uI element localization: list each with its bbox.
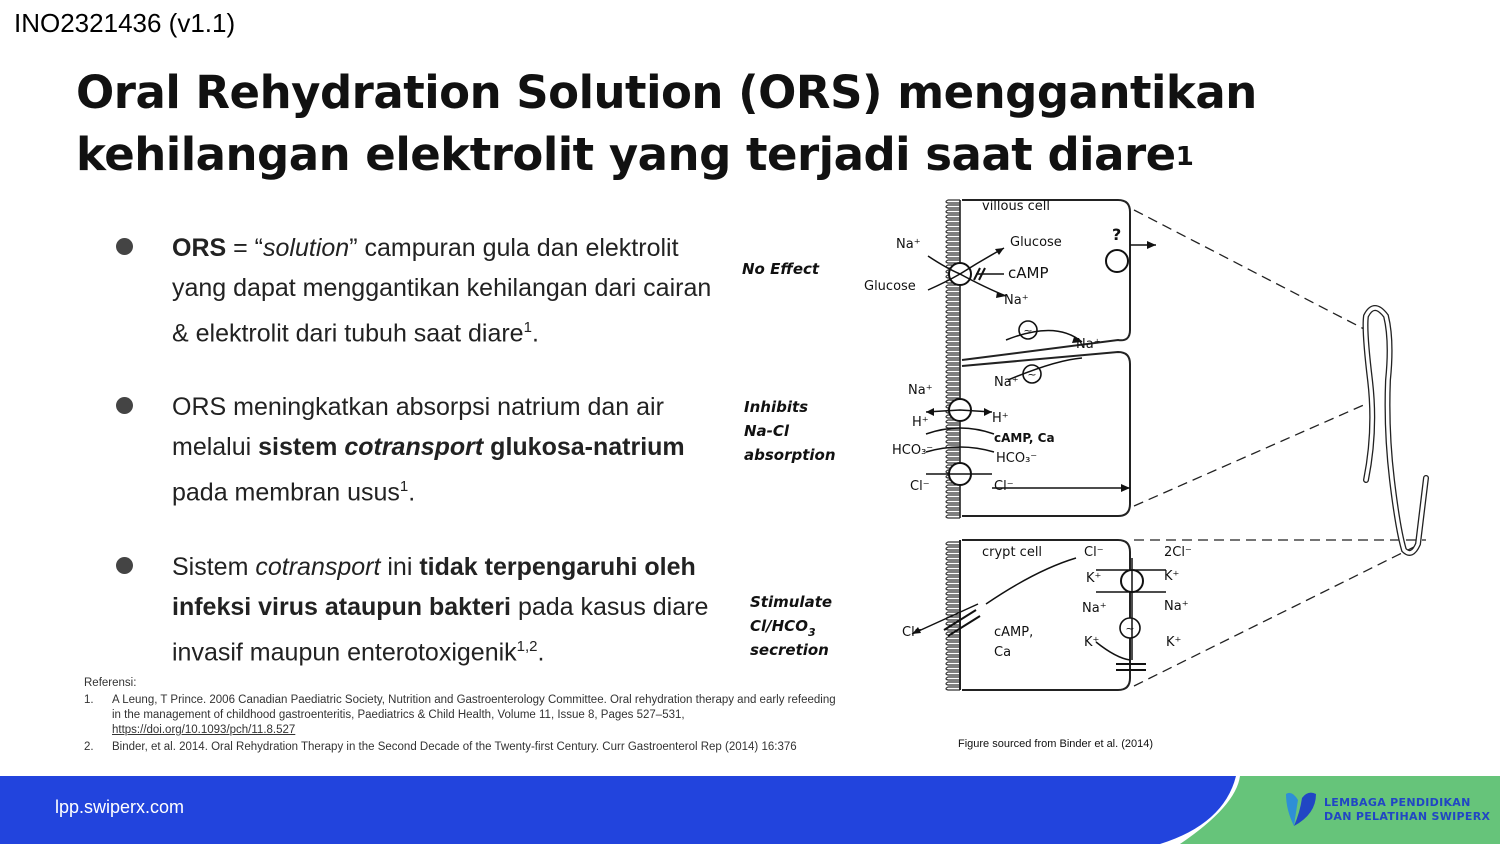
reference-text: Binder, et al. 2014. Oral Rehydration Therapy in the Second Decade of the Twenty-first Century. Curr Gastroenterol Rep (2014) 16:376 (112, 741, 797, 753)
microvillus (946, 440, 960, 443)
references-title: Referensi: (84, 677, 137, 689)
svg-text:Na⁺: Na⁺ (908, 383, 933, 398)
microvillus (946, 495, 960, 498)
svg-text:?: ? (1112, 225, 1122, 244)
microvillus (946, 577, 960, 580)
microvillus (946, 662, 960, 665)
microvillus (946, 380, 960, 383)
microvillus (946, 510, 960, 513)
text-run: . (537, 637, 545, 666)
microvillus (946, 647, 960, 650)
svg-text:~: ~ (1027, 368, 1037, 381)
microvillus (946, 245, 960, 248)
microvillus (946, 505, 960, 508)
org-name-line-2: DAN PELATIHAN SWIPERX (1324, 810, 1491, 823)
text-run: . (531, 319, 539, 348)
document-id: INO2321436 (v1.1) (14, 8, 236, 38)
citation-superscript: 1 (523, 319, 532, 336)
microvillus (946, 250, 960, 253)
svg-text:Ca: Ca (994, 645, 1012, 660)
text-run: ini (380, 552, 420, 581)
microvillus (946, 370, 960, 373)
label-inhibits-2: Na-Cl (744, 422, 790, 440)
svg-text:cAMP,: cAMP, (994, 625, 1034, 640)
svg-text:~: ~ (1125, 622, 1135, 635)
svg-text:K⁺: K⁺ (1166, 635, 1182, 650)
microvillus (946, 290, 960, 293)
microvillus (946, 200, 960, 203)
text-run: ” campuran gula dan elektrolit yang dapat menggantikan kehilangan dari cairan & elektrolit dari tubuh saat diare (172, 234, 712, 348)
svg-text:~: ~ (1023, 324, 1033, 337)
microvillus (946, 657, 960, 660)
label-stimulate-1: Stimulate (750, 593, 833, 611)
microvillus (946, 677, 960, 680)
svg-text:Na⁺: Na⁺ (1004, 293, 1029, 308)
bold-text: glukosa-natrium (483, 433, 685, 462)
microvillus (946, 225, 960, 228)
microvillus (946, 315, 960, 318)
italic-text: solution (263, 234, 350, 262)
microvillus (946, 652, 960, 655)
crypt-channel (944, 610, 1146, 670)
microvillus (946, 672, 960, 675)
microvillus (946, 320, 960, 323)
svg-text:K⁺: K⁺ (1086, 571, 1102, 586)
svg-text:2Cl⁻: 2Cl⁻ (1164, 545, 1192, 560)
text-run: pada membran usus (172, 478, 400, 507)
microvillus (946, 597, 960, 600)
bold-italic-text: cotransport (344, 433, 484, 462)
references-list (84, 693, 844, 755)
microvillus (946, 607, 960, 610)
citation-superscript: 1,2 (516, 637, 538, 655)
microvillus (946, 542, 960, 545)
text-run: Sistem (172, 552, 256, 581)
svg-text:Cl⁻: Cl⁻ (1084, 545, 1104, 560)
microvillus (946, 335, 960, 338)
microvillus (946, 515, 960, 518)
microvillus (946, 350, 960, 353)
text-run: = “ (226, 234, 264, 262)
zoom-lines (1134, 210, 1426, 686)
bold-text: sistem (258, 433, 345, 462)
microvillus (946, 300, 960, 303)
microvillus (946, 310, 960, 313)
svg-text:K⁺: K⁺ (1164, 569, 1180, 584)
reference-text: A Leung, T Prince. 2006 Canadian Paediatric Society, Nutrition and Gastroenterology Committee. Oral rehydration therapy and early refeeding in the management of childhood gastroenteritis, Paediatrics & Child Health, Volume 11, Issue 8, Pages 527–531, (112, 694, 836, 721)
svg-text:Glucose: Glucose (864, 279, 916, 294)
microvillus (946, 667, 960, 670)
footer-url[interactable]: lpp.swiperx.com (55, 797, 185, 817)
microvillus (946, 490, 960, 493)
microvillus (946, 295, 960, 298)
microvillus (946, 205, 960, 208)
label-inhibits-3: absorption (744, 446, 836, 464)
label-inhibits-1: Inhibits (744, 398, 809, 416)
title-superscript: 1 (1175, 142, 1194, 172)
italic-text: cotransport (255, 552, 381, 581)
microvillus (946, 325, 960, 328)
svg-text:H⁺: H⁺ (912, 415, 929, 430)
molecule-labels (864, 199, 1192, 660)
microvillus (946, 602, 960, 605)
bullet-sodium-absorption (112, 387, 722, 512)
microvillus (946, 582, 960, 585)
microvillus (946, 240, 960, 243)
microvillus (946, 220, 960, 223)
svg-text:Na⁺: Na⁺ (994, 375, 1019, 390)
microvillus (946, 687, 960, 690)
svg-text:crypt cell: crypt cell (982, 545, 1043, 560)
reference-item (84, 740, 844, 755)
title-line-1: Oral Rehydration Solution (ORS) menggantikan (76, 66, 1257, 119)
microvillus (946, 567, 960, 570)
microvillus (946, 345, 960, 348)
microvillus (946, 637, 960, 640)
microvillus (946, 430, 960, 433)
text-run: pada kasus diare invasif maupun enterotoxigenik (172, 592, 709, 666)
svg-text:Na⁺: Na⁺ (1164, 599, 1189, 614)
bullet-list (112, 228, 722, 706)
svg-text:K⁺: K⁺ (1084, 635, 1100, 650)
svg-text:HCO₃⁻: HCO₃⁻ (996, 451, 1038, 466)
microvillus (946, 642, 960, 645)
svg-text:Na⁺: Na⁺ (1082, 601, 1107, 616)
label-stimulate-2: $Cl/HCO_3$ (750, 617, 816, 639)
title-line-2: kehilangan elektrolit yang terjadi saat diare (76, 128, 1176, 181)
citation-superscript: 1 (399, 478, 409, 496)
reference-item (84, 693, 844, 738)
microvillus (946, 562, 960, 565)
ors-mechanism-figure (736, 190, 1436, 700)
microvillus (946, 230, 960, 233)
text-run: ORS meningkatkan absorpsi natrium dan air melalui (172, 393, 664, 462)
figure-svg (736, 190, 1436, 700)
microvillus (946, 395, 960, 398)
svg-text:cAMP: cAMP (1008, 264, 1049, 282)
lpp-logo-icon (1272, 788, 1322, 828)
figure-caption: Figure sourced from Binder et al. (2014) (958, 738, 1154, 750)
bullet-ors-definition (112, 228, 722, 353)
microvillus (946, 385, 960, 388)
svg-text:villous cell: villous cell (982, 199, 1050, 214)
svg-text:HCO₃⁻: HCO₃⁻ (892, 443, 934, 458)
text-run: . (408, 478, 416, 507)
slide-title (76, 62, 1376, 186)
microvillus (946, 215, 960, 218)
reference-number: 2. (84, 741, 94, 753)
microvillus (946, 587, 960, 590)
microvillus (946, 390, 960, 393)
microvillus (946, 375, 960, 378)
svg-text:Na⁺: Na⁺ (896, 237, 921, 252)
svg-text:Cl⁻: Cl⁻ (902, 625, 922, 640)
svg-text:Na⁺: Na⁺ (1076, 337, 1101, 352)
microvillus (946, 330, 960, 333)
microvillus (946, 455, 960, 458)
microvillus (946, 557, 960, 560)
microvillus (946, 340, 960, 343)
svg-text:Glucose: Glucose (1010, 235, 1062, 250)
microvillus (946, 435, 960, 438)
org-name-line-1: LEMBAGA PENDIDIKAN (1324, 796, 1471, 809)
bold-text: tidak terpengaruhi oleh infeksi virus ataupun bakteri (172, 552, 696, 621)
bullet-cotransport-unaffected (112, 547, 722, 672)
footer-blue-band (0, 776, 1236, 844)
microvillus (946, 365, 960, 368)
reference-number: 1. (84, 694, 94, 706)
microvillus (946, 592, 960, 595)
microvillus (946, 355, 960, 358)
references (84, 676, 844, 757)
microvillus (946, 547, 960, 550)
microvillus (946, 255, 960, 258)
microvillus (946, 500, 960, 503)
svg-text:cAMP, Ca: cAMP, Ca (994, 431, 1055, 445)
bold-text: ORS (172, 234, 227, 262)
microvillus (946, 360, 960, 363)
microvillus (946, 450, 960, 453)
microvillus (946, 210, 960, 213)
reference-doi-link[interactable]: https://doi.org/10.1093/pch/11.8.527 (112, 724, 296, 736)
microvillus (946, 552, 960, 555)
label-no-effect: No Effect (742, 260, 820, 278)
label-stimulate-3: secretion (750, 641, 829, 659)
microvillus (946, 682, 960, 685)
microvillus (946, 572, 960, 575)
svg-text:H⁺: H⁺ (992, 411, 1009, 426)
svg-text:Cl⁻: Cl⁻ (994, 479, 1014, 494)
microvillus (946, 305, 960, 308)
svg-text:Cl⁻: Cl⁻ (910, 479, 930, 494)
microvillus (946, 235, 960, 238)
